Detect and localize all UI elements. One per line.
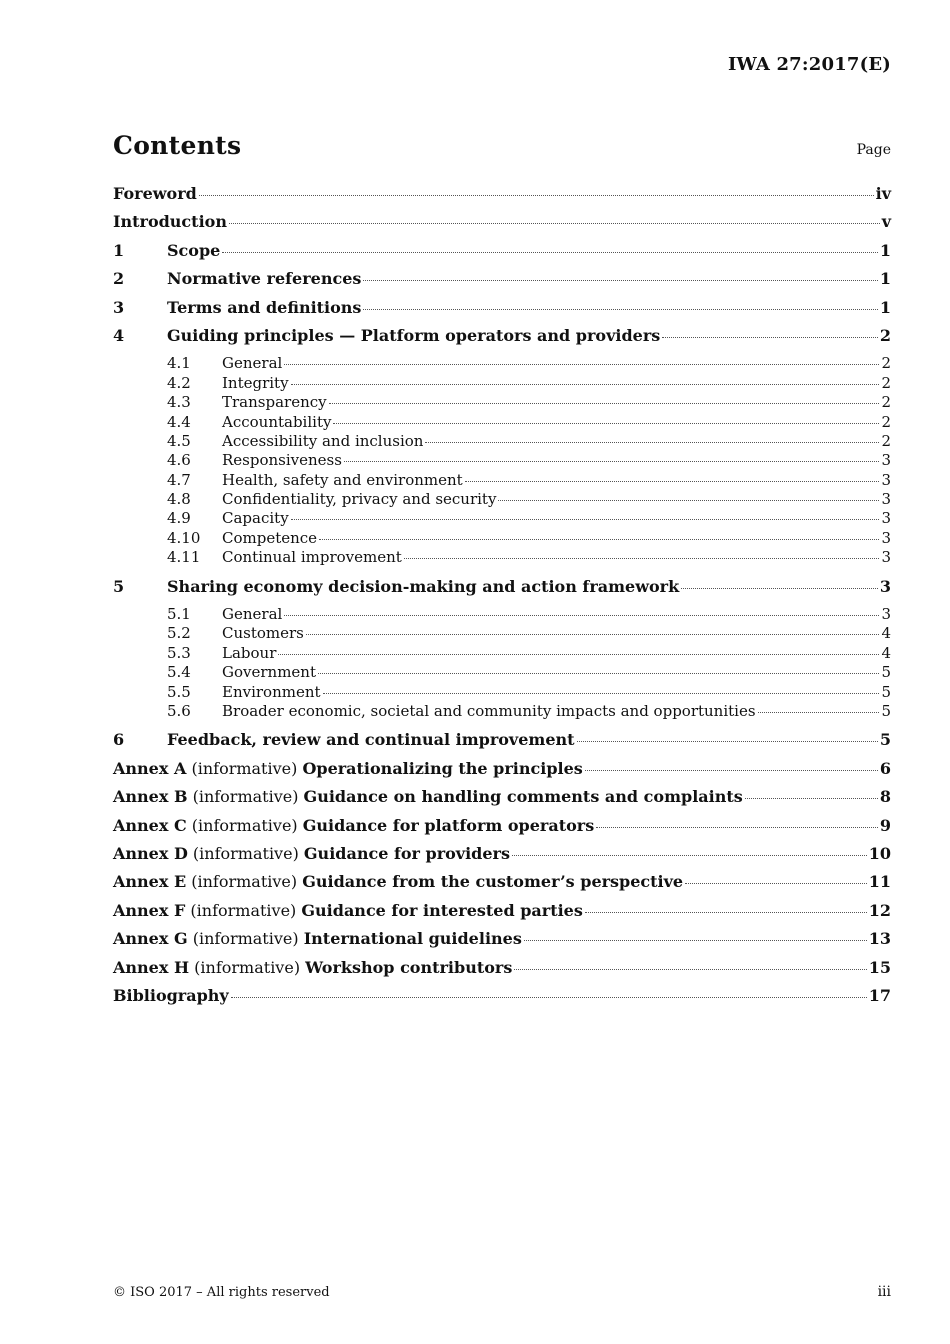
toc-annex-entry[interactable]: [113, 787, 891, 815]
toc-entry[interactable]: [113, 212, 891, 240]
toc-subentry[interactable]: [113, 413, 891, 432]
page-column-label: Page: [856, 142, 891, 158]
toc-entry-number: 4.9: [167, 509, 191, 528]
annex-type-note: (informative): [187, 787, 304, 807]
dot-leader: [318, 673, 879, 674]
toc-subentry[interactable]: [113, 451, 891, 470]
toc-page-number: 3: [881, 470, 891, 489]
toc-entry-title: Labour: [222, 643, 277, 662]
annex-label: Annex D: [113, 843, 188, 863]
toc-page-number: 3: [879, 576, 891, 596]
annex-title: International guidelines: [303, 929, 522, 949]
toc-subentry[interactable]: [113, 605, 891, 624]
toc-entry-title: General: [222, 605, 283, 624]
document-identifier: IWA 27:2017(E): [727, 54, 891, 75]
toc-entry-number: 5.1: [167, 605, 191, 624]
toc-entry-title: Competence: [222, 528, 318, 547]
annex-title: Guidance for providers: [303, 843, 510, 863]
toc-entry-title: Responsiveness: [222, 451, 342, 470]
toc-page-number: 3: [881, 528, 891, 547]
toc-subentry[interactable]: [113, 374, 891, 393]
dot-leader: [465, 481, 880, 482]
dot-leader: [199, 195, 874, 196]
toc-page-number: 1: [879, 269, 891, 289]
toc-entry-number: 4.1: [167, 354, 191, 373]
dot-leader: [498, 500, 879, 501]
dot-leader: [425, 442, 879, 443]
toc-subentry[interactable]: [113, 624, 891, 643]
toc-entry-title: Terms and definitions: [167, 297, 362, 317]
toc-entry-title: Foreword: [113, 184, 197, 203]
dot-leader: [278, 654, 879, 655]
annex-label: Annex C: [113, 815, 187, 835]
toc-page-number: 3: [881, 605, 891, 624]
annex-type-note: (informative): [186, 872, 303, 892]
toc-annex-entry[interactable]: [113, 844, 891, 872]
toc-entry[interactable]: [113, 986, 891, 1014]
contents-header: [113, 131, 891, 165]
toc-entry-title: [113, 844, 510, 863]
toc-entry-number: 5.5: [167, 682, 191, 701]
toc-subentry[interactable]: [113, 490, 891, 509]
annex-type-note: (informative): [186, 815, 303, 835]
toc-entry-title: [113, 816, 594, 835]
toc-page-number: 3: [881, 548, 891, 567]
dot-leader: [319, 539, 879, 540]
toc-page-number: 1: [879, 297, 891, 317]
toc-entry-title: Scope: [167, 240, 221, 260]
annex-label: Annex G: [113, 929, 188, 949]
toc-entry-title: Capacity: [222, 509, 289, 528]
dot-leader: [306, 634, 880, 635]
toc-page-number: 8: [879, 787, 891, 807]
toc-entry-title: [113, 929, 522, 948]
toc-page-number: 1: [879, 240, 891, 260]
toc-entry-number: 5.4: [167, 663, 191, 682]
annex-type-note: (informative): [185, 900, 302, 920]
dot-leader: [284, 615, 879, 616]
toc-entry-number: 4.8: [167, 490, 191, 509]
toc-entry-title: Broader economic, societal and community impacts and opportunities: [222, 701, 756, 720]
dot-leader: [284, 364, 879, 365]
toc-entry-title: Health, safety and environment: [222, 470, 463, 489]
toc-entry-title: [113, 787, 743, 806]
toc-entry-title: Continual improvement: [222, 548, 402, 567]
toc-entry-title: Feedback, review and continual improvement: [167, 730, 575, 750]
toc-entry-title: Accountability: [222, 412, 332, 431]
toc-page-number: 15: [868, 957, 891, 977]
dot-leader: [363, 309, 877, 310]
toc-page-number: 2: [879, 325, 891, 345]
toc-entry-number: 5.3: [167, 643, 191, 662]
toc-annex-entry[interactable]: [113, 958, 891, 986]
toc-annex-entry[interactable]: [113, 901, 891, 929]
toc-entry[interactable]: [113, 577, 891, 605]
annex-title: Guidance for platform operators: [302, 815, 595, 835]
toc-entry[interactable]: [113, 326, 891, 354]
toc-entry-title: [113, 759, 583, 778]
toc-entry-title: Bibliography: [113, 985, 229, 1005]
dot-leader: [596, 827, 878, 828]
toc-subentry[interactable]: [113, 393, 891, 412]
toc-entry-title: Customers: [222, 624, 304, 643]
toc-entry-number: 3: [113, 297, 125, 317]
toc-page-number: 3: [881, 490, 891, 509]
toc-entry-number: 2: [113, 269, 125, 289]
dot-leader: [681, 588, 878, 589]
toc-entry[interactable]: [113, 241, 891, 269]
dot-leader: [745, 798, 878, 799]
toc-page-number: 4: [881, 643, 891, 662]
toc-page-number: 3: [881, 509, 891, 528]
toc-subentry[interactable]: [113, 548, 891, 567]
toc-entry-number: 4.6: [167, 451, 191, 470]
toc-entry-title: General: [222, 354, 283, 373]
toc-entry-number: 6: [113, 730, 125, 750]
dot-leader: [231, 997, 867, 998]
toc-entry-title: Sharing economy decision-making and action framework: [167, 576, 680, 596]
toc-annex-entry[interactable]: [113, 929, 891, 957]
toc-entry-number: 4: [113, 325, 125, 345]
toc-subentry[interactable]: [113, 354, 891, 373]
toc-entry-title: Transparency: [222, 393, 327, 412]
annex-type-note: (informative): [187, 929, 304, 949]
toc-entry-title: Accessibility and inclusion: [222, 431, 424, 450]
toc-subentry[interactable]: [113, 432, 891, 451]
toc-page-number: 12: [868, 900, 891, 920]
dot-leader: [585, 770, 878, 771]
toc-subentry[interactable]: [113, 683, 891, 702]
toc-page-number: 2: [881, 412, 891, 431]
dot-leader: [662, 337, 878, 338]
annex-title: Guidance for interested parties: [301, 900, 583, 920]
dot-leader: [329, 403, 880, 404]
copyright-notice: © ISO 2017 – All rights reserved: [113, 1285, 330, 1300]
toc-page-number: 5: [881, 701, 891, 720]
annex-label: Annex E: [113, 872, 187, 892]
toc-entry-number: 4.10: [167, 528, 201, 547]
toc-annex-entry[interactable]: [113, 872, 891, 900]
toc-entry[interactable]: [113, 730, 891, 758]
toc-entry-title: Confidentiality, privacy and security: [222, 490, 497, 509]
toc-page-number: 11: [868, 872, 891, 892]
toc-entry[interactable]: [113, 269, 891, 297]
annex-label: Annex H: [113, 957, 190, 977]
dot-leader: [585, 912, 867, 913]
annex-title: Operationalizing the principles: [302, 758, 583, 778]
toc-entry-number: 1: [113, 240, 125, 260]
toc-subentry[interactable]: [113, 529, 891, 548]
dot-leader: [577, 741, 878, 742]
annex-label: Annex F: [113, 900, 186, 920]
toc-subentry[interactable]: [113, 471, 891, 490]
dot-leader: [404, 558, 880, 559]
dot-leader: [758, 712, 880, 713]
dot-leader: [344, 461, 880, 462]
annex-label: Annex B: [113, 787, 188, 807]
toc-entry-title: Environment: [222, 682, 321, 701]
toc-entry-number: 5: [113, 576, 125, 596]
toc-page-number: 10: [868, 843, 891, 863]
toc-page-number: 6: [879, 758, 891, 778]
toc-page-number: 3: [881, 451, 891, 470]
annex-label: Annex A: [113, 758, 187, 778]
annex-type-note: (informative): [187, 843, 304, 863]
toc-entry-number: 4.5: [167, 431, 191, 450]
toc-page-number: 5: [881, 663, 891, 682]
toc-page-number: 9: [879, 815, 891, 835]
dot-leader: [222, 252, 878, 253]
annex-title: Guidance on handling comments and complaints: [303, 787, 743, 807]
toc-entry-title: Normative references: [167, 269, 362, 289]
dot-leader: [685, 883, 867, 884]
toc-annex-entry[interactable]: [113, 759, 891, 787]
toc-page-number: 2: [881, 431, 891, 450]
toc-entry-title: [113, 958, 512, 977]
table-of-contents: [113, 184, 891, 1014]
toc-page-number: 4: [881, 624, 891, 643]
toc-page-number: 5: [879, 730, 891, 750]
dot-leader: [229, 223, 880, 224]
annex-title: Guidance from the customer’s perspective: [302, 872, 684, 892]
dot-leader: [512, 855, 867, 856]
toc-page-number: v: [881, 212, 891, 232]
toc-entry-title: [113, 901, 583, 920]
dot-leader: [524, 940, 867, 941]
dot-leader: [514, 969, 866, 970]
toc-entry[interactable]: [113, 298, 891, 326]
toc-entry-number: 4.4: [167, 412, 191, 431]
toc-entry-number: 4.3: [167, 393, 191, 412]
toc-page-number: 2: [881, 354, 891, 373]
toc-page-number: iv: [875, 184, 891, 203]
toc-entry-title: Guiding principles — Platform operators and providers: [167, 325, 661, 345]
page-number: iii: [877, 1284, 891, 1300]
dot-leader: [363, 280, 877, 281]
annex-title: Workshop contributors: [305, 957, 513, 977]
toc-entry-number: 5.2: [167, 624, 191, 643]
dot-leader: [291, 519, 880, 520]
toc-subentry[interactable]: [113, 509, 891, 528]
toc-page-number: 5: [881, 682, 891, 701]
toc-entry-number: 5.6: [167, 701, 191, 720]
toc-entry-number: 4.2: [167, 373, 191, 392]
toc-page-number: 2: [881, 393, 891, 412]
toc-subentry[interactable]: [113, 663, 891, 682]
annex-type-note: (informative): [186, 758, 303, 778]
toc-entry-title: Introduction: [113, 212, 227, 232]
toc-subentry[interactable]: [113, 644, 891, 663]
contents-title: Contents: [113, 131, 242, 160]
toc-page-number: 17: [868, 985, 891, 1005]
annex-type-note: (informative): [189, 957, 306, 977]
toc-annex-entry[interactable]: [113, 816, 891, 844]
toc-entry[interactable]: [113, 184, 891, 212]
toc-entry-title: Government: [222, 663, 316, 682]
toc-page-number: 2: [881, 373, 891, 392]
dot-leader: [333, 423, 879, 424]
dot-leader: [291, 384, 880, 385]
dot-leader: [323, 693, 880, 694]
toc-entry-title: Integrity: [222, 373, 289, 392]
toc-entry-number: 4.7: [167, 470, 191, 489]
toc-page-number: 13: [868, 929, 891, 949]
toc-entry-title: [113, 872, 683, 891]
toc-entry-number: 4.11: [167, 548, 201, 567]
toc-subentry[interactable]: [113, 702, 891, 721]
